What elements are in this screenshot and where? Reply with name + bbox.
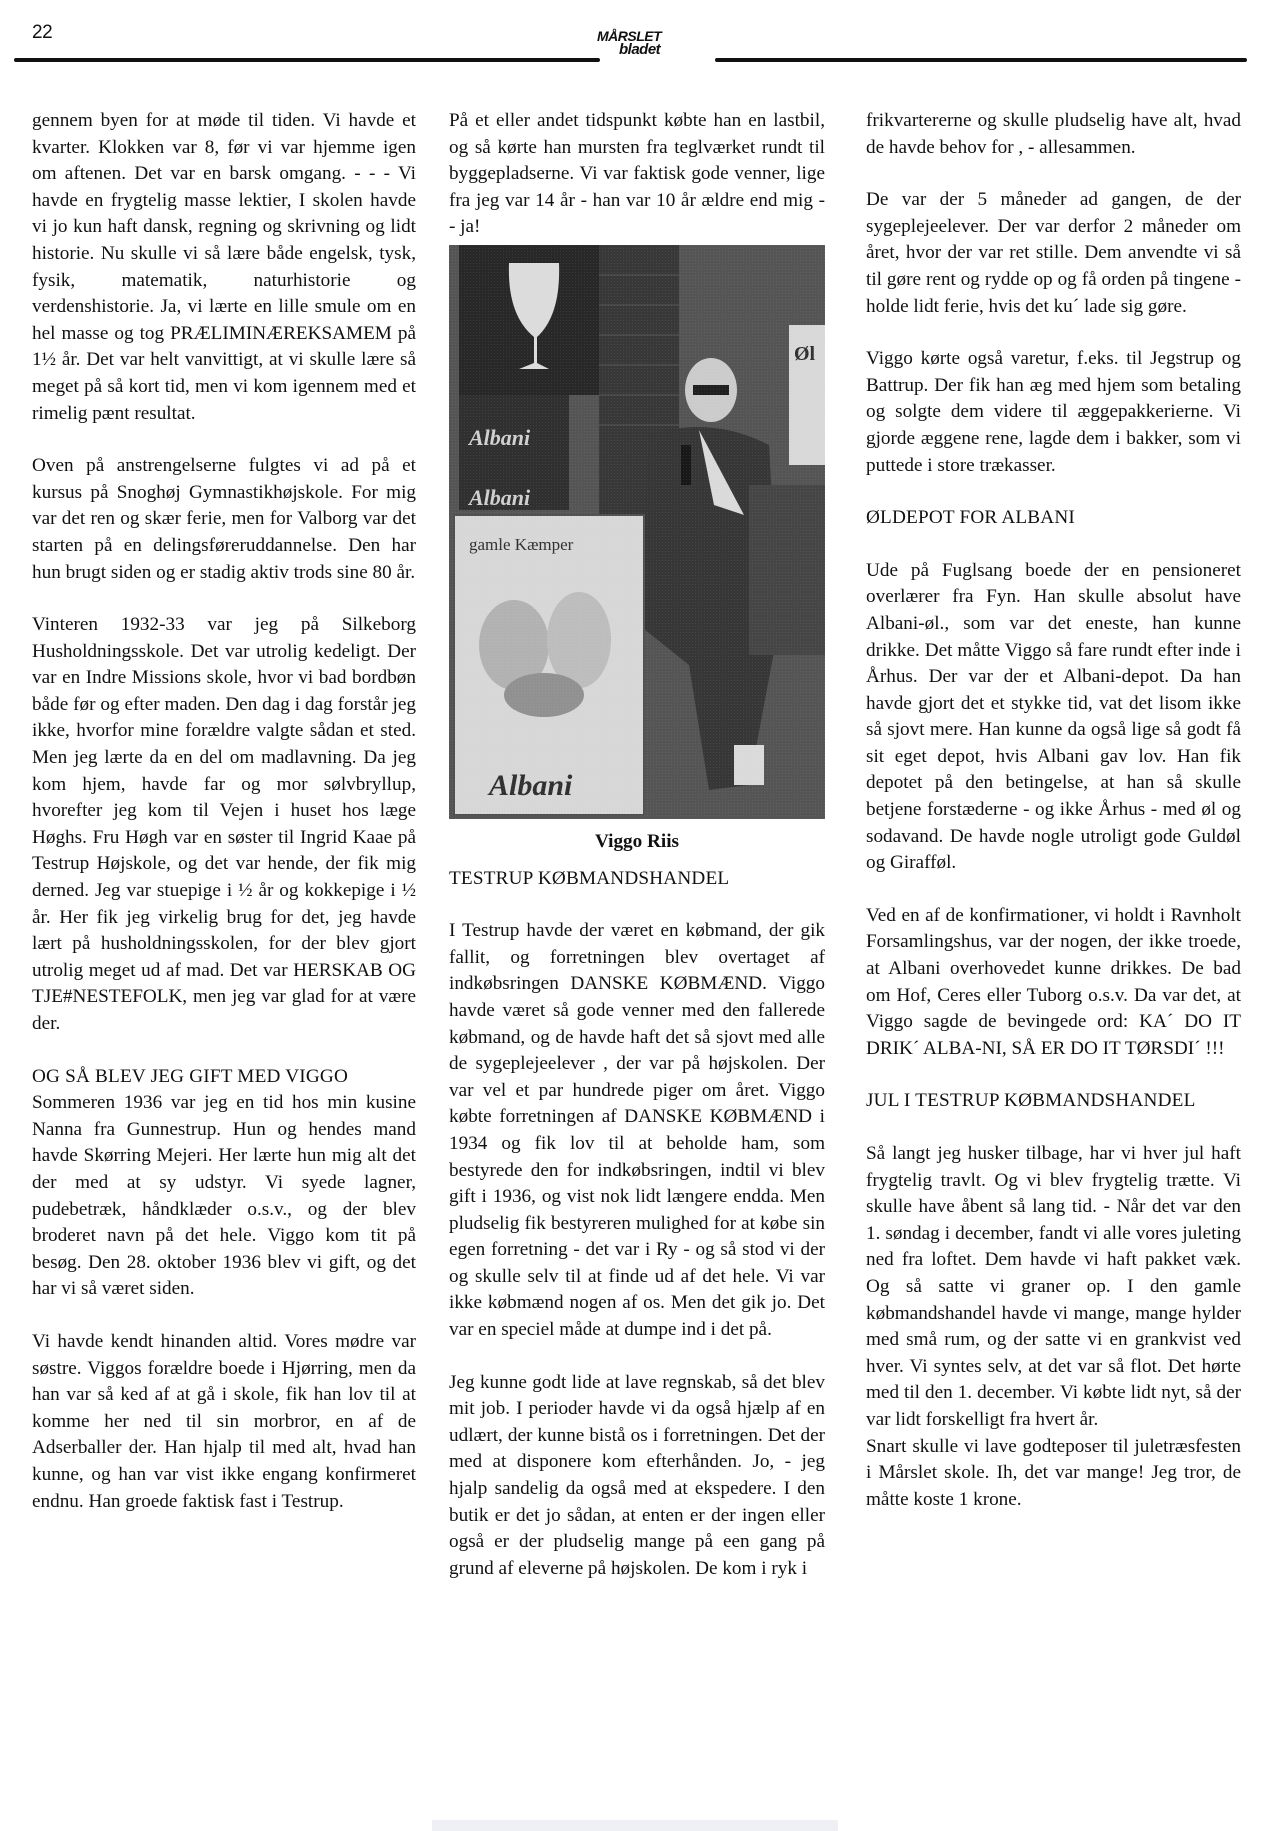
- header-rule-right: [715, 58, 1247, 62]
- scan-shade: [432, 1820, 838, 1831]
- paragraph: Ved en af de konfirmationer, vi holdt i Ravnholt Forsamlingshus, var der nogen, der ikke troede, at Albani overhovedet kunne drikkes. De bad om Hof, Ceres eller Tuborg o.s.v. Da var det, at Viggo sagde de bevingede ord: KA´ DO IT DRIK´ ALBA-NI, SÅ ER DO IT TØRSDI´ !!!: [866, 904, 1241, 1059]
- photo-illustration: [449, 245, 825, 819]
- masthead-logo: [597, 28, 717, 72]
- column-1: [32, 108, 416, 1541]
- paragraph: Sommeren 1936 var jeg en tid hos min kusine Nanna fra Gunnestrup. Hun og hendes mand havde Skørring Mejeri. Her lærte hun mig alt det der med at sy udstyr. Vi syede lagner, pudebetræk, håndklæder o.s.v., og der blev broderet navn på det hele. Viggo kom tit på besøg. Den 28. oktober 1936 blev vi gift, og det har vi så været siden.: [32, 1092, 416, 1300]
- photo-caption: Viggo Riis: [594, 830, 680, 852]
- paragraph: Vi havde kendt hinanden altid. Vores mødre var søstre. Viggos forældre boede i Hjørring, men da han var så ked af at gå i skole, fik han lov til at komme her ned til sin morbror, en af de Adserballer der. Han hjalp til med alt, hvad han kunne, og han var vist ikke engang konfirmeret endnu. Han groede faktisk fast i Testrup.: [32, 1330, 416, 1512]
- section-heading: TESTRUP KØBMANDSHANDEL: [449, 867, 730, 889]
- paragraph: I Testrup havde der været en købmand, der gik fallit, og forretningen blev overtaget af indkøbsringen DANSKE KØBMÆND. Viggo havde været så gode venner med den fallerede købmand, og de havde haft det så sjovt med alle de sygeplejeelever , der var på højskolen. Der var vel et par hundrede piger om året. Viggo købte forretningen af DANSKE KØBMÆND i 1934 og fik lov til at beholde ham, som bestyrede den for indkøbsringen, indtil vi blev gift i 1936, og vist nok lidt længere endda. Men pludselig fik bestyreren mulighed for at købe sin egen forretning - det var i Ry - og så stod vi der og skulle selv til at finde ud af det hele. Vi var ikke købmænd nogen af os. Men det gik jo. Det var en speciel måde at dumpe ind i det på.: [449, 920, 825, 1341]
- section-heading: ØLDEPOT FOR ALBANI: [866, 507, 1075, 529]
- header-rule-left: [14, 58, 600, 62]
- paragraph: Snart skulle vi lave godteposer til juletræsfesten i Mårslet skole. Ih, det var mange! Jeg tror, de måtte koste 1 krone.: [866, 1435, 1241, 1510]
- paragraph: Jeg kunne godt lide at lave regnskab, så det blev mit job. I perioder havde vi da også hjælp af en udlært, der kunne bistå os i forretningen. Det der med at disponere kom efterhånden. Jo, - jeg hjalp sandelig da også med at ekspedere. I den butik er det jo sådan, at enten er der ingen eller også er der pludselig mange på een gang på grund af eleverne på højskolen. De kom i ryk i: [449, 1371, 825, 1579]
- paragraph: Så langt jeg husker tilbage, har vi hver jul haft frygtelig travlt. Og vi blev frygtelig trætte. Vi skulle have åbent så lang tid. - Når det var den 1. søndag i december, fandt vi alle vores juleting ned fra loftet. Dem havde vi haft pakket væk. Og så satte vi graner op. I den gamle købmandshandel havde vi mange, mange hylder med små rum, og der satte vi en grankvist ved hver. Vi syntes selv, at det var så flot. Det hørte med til den 1. december. Vi købte lidt nyt, så der var lidt forskelligt fra hvert år.: [866, 1143, 1241, 1430]
- column-3: [866, 108, 1241, 1539]
- paragraph: Ude på Fuglsang boede der en pensioneret overlærer fra Fyn. Han skulle absolut have Albani-øl., som var det eneste, han kunne drikke. Det måtte Viggo så fare rundt efter inde i Århus. Der var der et Albani-depot. Da han havde gjort det et stykke tid, vat det lisom ikke så sjovt mere. Han kunne da også lige så godt få sit eget depot, hvis Albani gav lov. Han fik depotet på den betingelse, at han så skulle betjene forstæderne - og ikke Århus - med øl og sodavand. De havde nogle utroligt gode Guldøl og Girafføl.: [866, 559, 1241, 874]
- logo-line-2: bladet: [619, 41, 661, 58]
- section-heading: OG SÅ BLEV JEG GIFT MED VIGGO: [32, 1065, 349, 1087]
- paragraph: gennem byen for at møde til tiden. Vi havde et kvarter. Klokken var 8, før vi var hjemme igen om aftenen. Det var en barsk omgang. - - - Vi havde en frygtelig masse lektier, I skolen havde vi jo kun haft dansk, regning og skrivning og lidt historie. Nu skulle vi så lære både engelsk, tysk, fysik, matematik, naturhistorie og verdenshistorie. Ja, vi lærte en lille smule om en hel masse og tog PRÆLIMINÆREKSAMEM på 1½ år. Det var helt vanvittigt, at vi skulle lære så meget på så kort tid, men vi kom igennem med et rimelig pænt resultat.: [32, 110, 416, 424]
- paragraph: Oven på anstrengelserne fulgtes vi ad på et kursus på Snoghøj Gymnastikhøjskole. For mig var det ren og skær ferie, men for Valborg var det starten på en delingsføreruddannelse. Den har hun brugt siden og er stadig aktiv trods sine 80 år.: [32, 455, 416, 583]
- paragraph: De var der 5 måneder ad gangen, de der sygeplejeelever. Der var derfor 2 måneder om året, hvor der var ret stille. Dem anvendte vi så til gøre rent og rydde op og få orden på tingene - holde lidt ferie, hvis det ku´ lade sig gøre.: [866, 189, 1241, 317]
- section-heading: JUL I TESTRUP KØBMANDSHANDEL: [866, 1090, 1196, 1112]
- column-2: [449, 108, 825, 1608]
- page-number: 22: [32, 22, 53, 43]
- paragraph: Vinteren 1932-33 var jeg på Silkeborg Husholdningsskole. Det var utrolig kedeligt. Der var en Indre Missions skole, hvor vi bad bordbøn både før og efter maden. Den dag i dag forstår jeg ikke, hvorfor mine forældre valgte sådan et sted. Men jeg lærte da en del om madlavning. Da jeg kom hjem, havde far og mor sølvbryllup, hvorefter jeg kom til Vejen i huset hos læge Høghs. Fru Høgh var en søster til Ingrid Kaae på Testrup Højskole, og det var hende, der fik mig derned. Jeg var stuepige i ½ år og kokkepige i ½ år. Her fik jeg virkelig brug for det, jeg havde lært på husholdningsskolen, for der blev gjort utrolig meget ud af mad. Det var HERSKAB OG TJE#NESTEFOLK, men jeg var glad for at være der.: [32, 614, 416, 1034]
- paragraph: Viggo kørte også varetur, f.eks. til Jegstrup og Battrup. Der fik han æg med hjem som betaling og solgte dem videre til æggepakkerierne. Vi gjorde æggene rene, lagde dem i bakker, som vi puttede i store trækasser.: [866, 348, 1241, 476]
- paragraph: På et eller andet tidspunkt købte han en lastbil, og så kørte han mursten fra teglværket rundt til byggepladserne. Vi var faktisk gode venner, lige fra jeg var 14 år - han var 10 år ældre end mig - - ja!: [449, 110, 825, 238]
- logo-line-1: MÅRSLET: [597, 28, 662, 44]
- photo-viggo-riis: [449, 245, 825, 819]
- paragraph: frikvartererne og skulle pludselig have alt, hvad de havde behov for , - allesammen.: [866, 110, 1241, 158]
